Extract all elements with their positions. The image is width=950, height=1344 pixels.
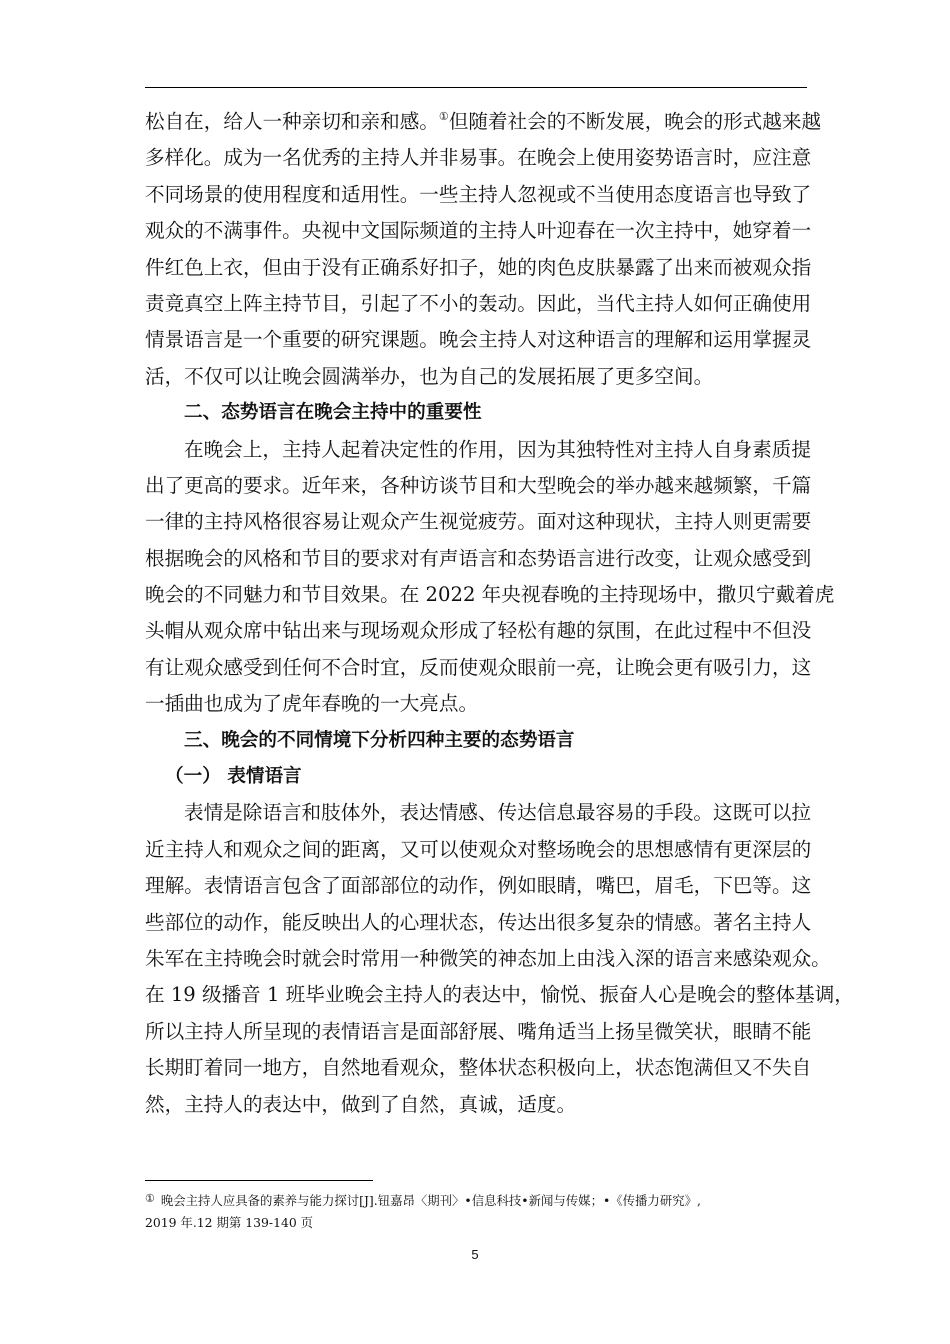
page-number: 5 <box>471 1247 479 1262</box>
footnote-line: 2019 年.12 期第 139-140 页 <box>145 1215 314 1230</box>
footnote-mark: ① <box>145 1192 155 1205</box>
paragraph-line: 不同场景的使用程度和适用性。一些主持人忽视或不当使用态度语言也导致了 <box>145 182 812 206</box>
paragraph-line: 表情是除语言和肢体外，表达情感、传达信息最容易的手段。这既可以拉 <box>184 801 811 825</box>
paragraph-line: 活，不仅可以让晚会圆满举办，也为自己的发展拓展了更多空间。 <box>145 364 714 388</box>
paragraph-line: 一律的主持风格很容易让观众产生视觉疲劳。面对这种现状，主持人则更需要 <box>145 510 812 534</box>
paragraph-line: 一插曲也成为了虎年春晚的一大亮点。 <box>145 692 479 716</box>
document-body <box>145 104 854 1123</box>
footnote-reference[interactable]: ① <box>438 110 449 123</box>
section-heading: 二、态势语言在晚会主持中的重要性 <box>184 402 482 424</box>
paragraph-line: 些部位的动作，能反映出人的心理状态，传达出很多复杂的情感。著名主持人 <box>145 910 812 934</box>
footnote-line: ① 晚会主持人应具备的素养与能力探讨[J].钮嘉昂〈期刊〉•信息科技•新闻与传媒；•《传播力研究》, <box>145 1192 701 1208</box>
paragraph-line: 所以主持人所呈现的表情语言是面部舒展、嘴角适当上扬呈微笑状，眼睛不能 <box>145 1019 812 1043</box>
subsection-heading: （一） 表情语言 <box>165 766 302 788</box>
paragraph-line: 朱军在主持晚会时就会时常用一种微笑的神态加上由浅入深的语言来感染观众。 <box>145 946 831 970</box>
paragraph-line: 责竟真空上阵主持节目，引起了不小的轰动。因此，当代主持人如何正确使用 <box>145 291 812 315</box>
header-rule <box>145 87 807 88</box>
paragraph-line: 在 19 级播音 1 班毕业晚会主持人的表达中，愉悦、振奋人心是晚会的整体基调， <box>145 983 854 1007</box>
paragraph-line: 有让观众感受到任何不合时宜，反而使观众眼前一亮，让晚会更有吸引力，这 <box>145 655 812 679</box>
paragraph-line: 理解。表情语言包含了面部部位的动作，例如眼睛，嘴巴，眉毛，下巴等。这 <box>145 874 812 898</box>
paragraph-line: 多样化。成为一名优秀的主持人并非易事。在晚会上使用姿势语言时，应注意 <box>145 146 812 170</box>
paragraph-line: 在晚会上，主持人起着决定性的作用，因为其独特性对主持人自身素质提 <box>184 437 811 461</box>
paragraph-line: 件红色上衣，但由于没有正确系好扣子，她的肉色皮肤暴露了出来而被观众指 <box>145 255 812 279</box>
paragraph-line: 观众的不满事件。央视中文国际频道的主持人叶迎春在一次主持中，她穿着一 <box>145 219 812 243</box>
section-heading: 三、晚会的不同情境下分析四种主要的态势语言 <box>184 729 575 751</box>
footnote-separator <box>145 1180 373 1181</box>
paragraph-line: 长期盯着同一地方，自然地看观众，整体状态积极向上，状态饱满但又不失自 <box>145 1056 812 1080</box>
paragraph-line: 然，主持人的表达中，做到了自然，真诚，适度。 <box>145 1092 577 1116</box>
paragraph-line: 情景语言是一个重要的研究课题。晚会主持人对这种语言的理解和运用掌握灵 <box>145 328 812 352</box>
paragraph-line: 头帽从观众席中钻出来与现场观众形成了轻松有趣的氛围，在此过程中不但没 <box>145 619 812 643</box>
paragraph-line: 根据晚会的风格和节目的要求对有声语言和态势语言进行改变，让观众感受到 <box>145 546 812 570</box>
paragraph-line: 出了更高的要求。近年来，各种访谈节目和大型晚会的举办越来越频繁，千篇 <box>145 473 812 497</box>
paragraph-line: 晚会的不同魅力和节目效果。在 2022 年央视春晚的主持现场中，撒贝宁戴着虎 <box>145 583 835 607</box>
paragraph-line: 近主持人和观众之间的距离，又可以使观众对整场晚会的思想感情有更深层的 <box>145 837 812 861</box>
paragraph-line: 松自在，给人一种亲切和亲和感。①但随着社会的不断发展，晚会的形式越来越 <box>145 110 822 133</box>
footnote <box>145 1188 815 1234</box>
